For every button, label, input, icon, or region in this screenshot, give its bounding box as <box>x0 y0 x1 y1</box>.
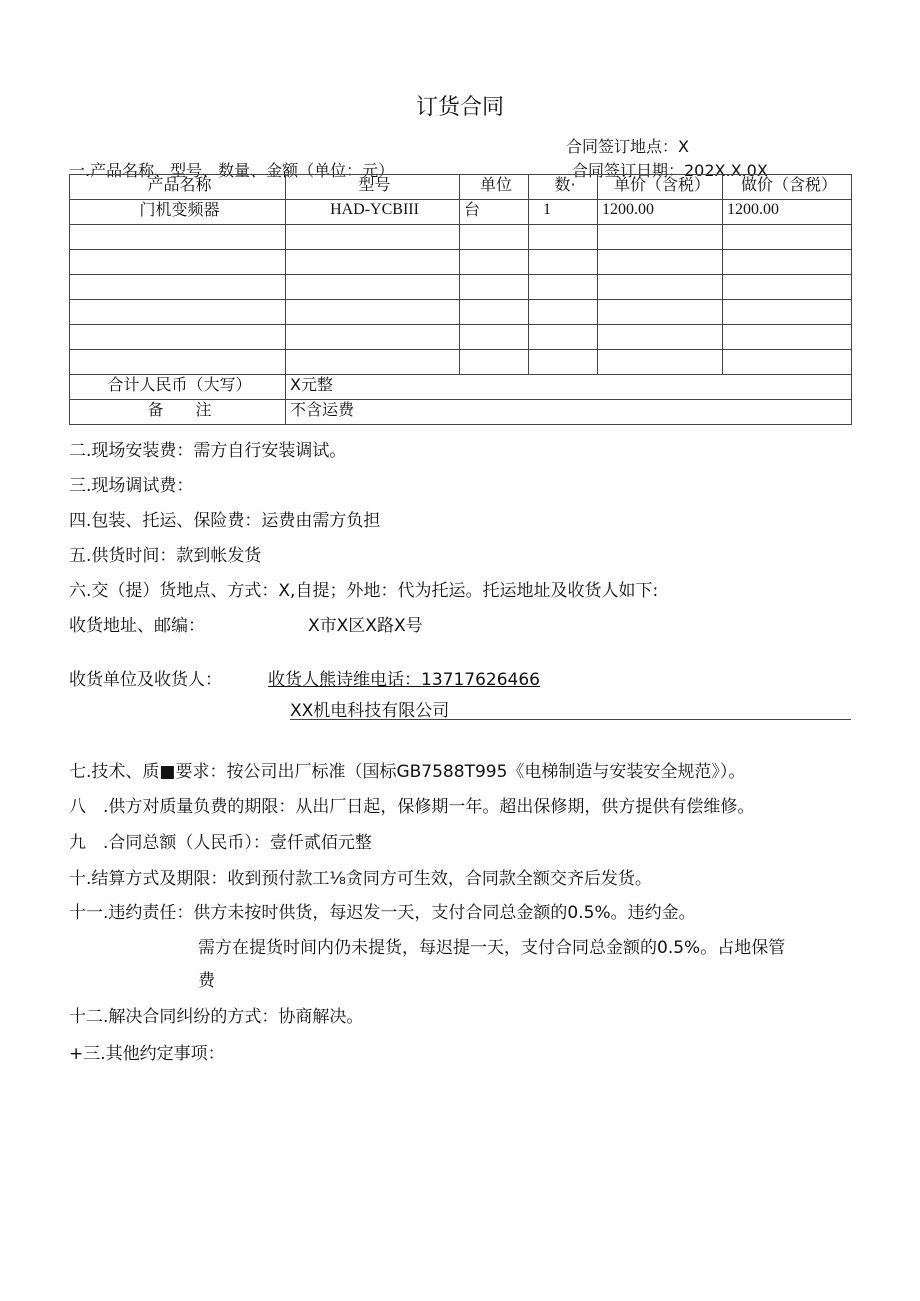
cell-price: 1200.00 <box>598 200 723 225</box>
cell-model: HAD-YCBIII <box>286 200 460 225</box>
section-1-heading: 一.产品名称、型号、数量、金额（单位：元） <box>69 161 395 180</box>
product-table <box>69 174 852 425</box>
clause-2: 二.现场安装费：需方自行安装调试。 <box>69 441 347 461</box>
contract-date: 合同签订日期：202X.X.0X <box>572 161 768 180</box>
clause-7: 七.技术、质■要求：按公司出厂标准（国标GB7588T995《电梯制造与安装安全规范》）。 <box>69 762 746 782</box>
table-row <box>70 275 852 300</box>
clause-6: 六.交（提）货地点、方式：X,自提；外地：代为托运。托运地址及收货人如下: <box>69 581 659 601</box>
contract-place: 合同签订地点：X <box>566 137 689 156</box>
clause-12: 十二.解决合同纠纷的方式：协商解决。 <box>69 1007 364 1027</box>
col-header-model: 型号 <box>286 175 460 200</box>
table-row <box>70 325 852 350</box>
cell-unit: 台 <box>460 200 529 225</box>
clause-9: 九 .合同总额（人民币）：壹仟贰佰元整 <box>69 833 372 853</box>
clause-10: 十.结算方式及期限：收到预付款工⅛贪同方可生效，合同款全额交齐后发货。 <box>69 869 652 889</box>
total-value: X元整 <box>286 375 852 400</box>
remark-row <box>70 400 852 425</box>
cell-product-name: 门机变频器 <box>70 200 286 225</box>
page-title: 订货合同 <box>415 95 504 120</box>
table-row <box>70 300 852 325</box>
table-row <box>70 225 852 250</box>
cell-amount: 1200.00 <box>723 200 852 225</box>
clause-4: 四.包装、托运、保险费：运费由需方负担 <box>69 511 381 531</box>
table-row <box>70 200 852 225</box>
recipient-label: 收货单位及收货人： <box>69 670 222 690</box>
total-row <box>70 375 852 400</box>
table-header-row <box>70 175 852 200</box>
clause-5: 五.供货时间：款到帐发货 <box>69 546 262 566</box>
col-header-amount: 做价（含税） <box>723 175 852 200</box>
cell-qty: 1 <box>529 200 598 225</box>
clause-11-need-party: 需方在提货时间内仍未提货，每迟提一天，支付合同总金额的0.5%。占地保管 <box>198 938 786 958</box>
col-header-price: 单价（含税） <box>598 175 723 200</box>
col-header-name: 产品名称 <box>70 175 286 200</box>
clause-13: +三.其他约定事项： <box>69 1044 225 1064</box>
clause-11: 十一.违约责任：供方未按时供货，每迟发一天，支付合同总金额的0.5%。违约金。 <box>69 903 696 923</box>
col-header-qty: 数· <box>529 175 598 200</box>
divider-line <box>290 719 851 720</box>
recipient-company: XX机电科技有限公司 <box>290 701 450 721</box>
total-label: 合计人民币（大写） <box>70 375 286 400</box>
remark-value: 不含运费 <box>286 400 852 425</box>
clause-3: 三.现场调试费： <box>69 476 194 496</box>
remark-label: 备 注 <box>70 400 286 425</box>
table-row <box>70 250 852 275</box>
clause-11-need-party-cont: 费 <box>198 971 215 991</box>
recipient-person: 收货人熊诗维电话：13717626466 <box>268 670 540 690</box>
clause-8: 八 .供方对质量负费的期限：从出厂日起，保修期一年。超出保修期，供方提供有偿维修。 <box>69 797 755 817</box>
address-label: 收货地址、邮编： <box>69 616 205 636</box>
address-value: X市X区X路X号 <box>308 616 423 636</box>
col-header-unit: 单位 <box>460 175 529 200</box>
table-row <box>70 350 852 375</box>
